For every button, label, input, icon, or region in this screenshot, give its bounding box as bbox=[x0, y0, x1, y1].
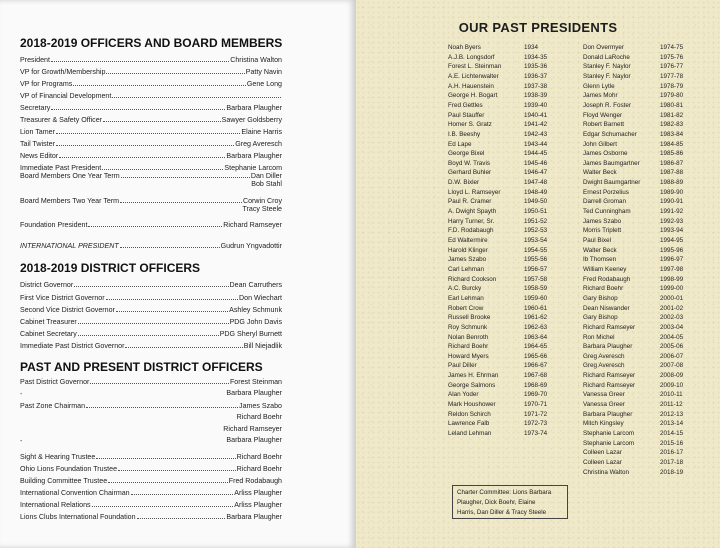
president-name: Ernest Porzelius bbox=[583, 188, 629, 196]
row-value: Stephanie Larcom bbox=[224, 164, 282, 172]
president-name: Richard Boehr bbox=[583, 285, 624, 293]
row-label: District Governor bbox=[20, 281, 74, 289]
president-name: Richard Ramseyer bbox=[583, 323, 636, 331]
president-name: Walter Beck bbox=[583, 169, 617, 177]
row-value: Arliss Plaugher bbox=[234, 501, 282, 509]
right-page bbox=[356, 0, 720, 548]
president-name: Ted Cunningham bbox=[583, 208, 631, 216]
row-label: Ohio Lions Foundation Trustee bbox=[20, 465, 118, 473]
president-name: Barbara Plaugher bbox=[583, 343, 633, 351]
past-present-officer-row bbox=[20, 497, 282, 509]
row-value: Ashley Schmunk bbox=[229, 306, 282, 314]
president-year: 1993-94 bbox=[660, 227, 684, 235]
president-name: Stephanie Larcom bbox=[583, 439, 635, 447]
president-name: Reldon Schirch bbox=[448, 410, 491, 418]
row-value: PDG Sheryl Burnett bbox=[219, 330, 282, 338]
president-year: 1998-99 bbox=[660, 275, 684, 283]
president-year: 1936-37 bbox=[524, 72, 548, 80]
president-year: 1969-70 bbox=[524, 391, 548, 399]
district-officer-row bbox=[20, 338, 282, 350]
president-name: Mark Houshower bbox=[448, 401, 496, 409]
president-name: Vanessa Greer bbox=[583, 401, 625, 409]
president-name: Don Overmyer bbox=[583, 44, 624, 51]
president-name: Boyd W. Travis bbox=[448, 159, 490, 167]
president-name: Paul R. Cramer bbox=[448, 198, 492, 206]
president-name: Ib Thomsen bbox=[583, 256, 617, 264]
president-name: Leland Lehman bbox=[448, 430, 492, 437]
row-value: Greg Averesch bbox=[235, 140, 282, 148]
president-year: 1947-48 bbox=[524, 179, 548, 187]
president-year: 1991-92 bbox=[660, 208, 684, 216]
president-name: Harold Klinger bbox=[448, 246, 488, 254]
officer-row bbox=[20, 100, 282, 112]
president-year: 1938-39 bbox=[524, 92, 548, 100]
row-label: First Vice District Governor bbox=[20, 294, 105, 302]
row-value: Gene Long bbox=[246, 80, 282, 88]
president-name: Gary Bishop bbox=[583, 294, 618, 302]
row-label: International Relations bbox=[20, 501, 91, 509]
officers-heading: 2018-2019 OFFICERS AND BOARD MEMBERS bbox=[20, 36, 283, 50]
president-name: Lawrence Falb bbox=[448, 420, 490, 428]
president-name: Howard Myers bbox=[448, 352, 489, 360]
past-zone-chairman-row bbox=[20, 398, 282, 410]
president-year: 1967-68 bbox=[524, 372, 548, 380]
row-value: Dan Diller bbox=[250, 172, 282, 180]
president-name: Walter Beck bbox=[583, 246, 617, 254]
charter-line-2: Plaugher, Dick Boehr, Elaine bbox=[457, 499, 536, 506]
row-value: James Szabo bbox=[239, 402, 282, 410]
past-present-officer-row bbox=[20, 461, 282, 473]
president-name: Vanessa Greer bbox=[583, 391, 625, 399]
president-year: 1971-72 bbox=[524, 410, 548, 418]
row-label: VP of Financial Development bbox=[20, 92, 112, 100]
president-name: William Keeney bbox=[583, 265, 627, 273]
president-year: 2009-10 bbox=[660, 381, 684, 389]
president-year: 1953-54 bbox=[524, 237, 548, 244]
president-name: Robert Crow bbox=[448, 304, 484, 312]
row-value: Richard Boehr bbox=[236, 453, 282, 461]
president-name: A.C. Burcky bbox=[448, 285, 482, 293]
president-year: 2015-16 bbox=[660, 439, 684, 447]
president-name: Stanley F. Naylor bbox=[583, 63, 631, 71]
president-year: 2005-06 bbox=[660, 343, 684, 351]
president-year: 1976-77 bbox=[660, 63, 684, 71]
past-presidents-heading: OUR PAST PRESIDENTS bbox=[458, 20, 618, 35]
one-year-term-member-2: Bob Stahl bbox=[251, 180, 282, 188]
president-name: James Osborne bbox=[583, 150, 628, 158]
president-year: 1948-49 bbox=[524, 188, 548, 196]
president-name: Edgar Schumacher bbox=[583, 130, 637, 138]
past-district-governor-2: Barbara Plaugher bbox=[226, 389, 282, 397]
president-year: 1964-65 bbox=[524, 343, 548, 351]
president-year: 1945-46 bbox=[524, 159, 548, 167]
president-year: 1966-67 bbox=[524, 362, 548, 370]
charter-line-3: Harris, Dan Diller & Tracy Steele bbox=[457, 509, 547, 516]
president-year: 2016-17 bbox=[660, 449, 684, 457]
president-year: 1983-84 bbox=[660, 130, 684, 138]
president-year: 1996-97 bbox=[660, 256, 684, 264]
president-name: Christina Walton bbox=[583, 468, 629, 476]
president-year: 1965-66 bbox=[524, 352, 548, 360]
president-name: Paul Stauffer bbox=[448, 111, 485, 119]
president-name: Stephanie Larcom bbox=[583, 430, 635, 437]
row-label: Lions Clubs International Foundation bbox=[20, 513, 136, 521]
district-officer-row bbox=[20, 314, 282, 326]
president-year: 1973-74 bbox=[524, 430, 548, 437]
past-zone-chairman-3: Richard Ramseyer bbox=[223, 425, 282, 433]
past-district-governor-row bbox=[20, 374, 282, 386]
past-present-officer-row bbox=[20, 485, 282, 497]
president-name: Glenn Lytle bbox=[583, 82, 615, 90]
president-name: John Gilbert bbox=[583, 140, 617, 148]
president-name: Joseph R. Foster bbox=[583, 101, 631, 109]
president-name: Ron Michel bbox=[583, 333, 615, 341]
president-year: 2000-01 bbox=[660, 294, 684, 302]
charter-committee-box bbox=[452, 485, 568, 519]
president-year: 1946-47 bbox=[524, 169, 548, 177]
president-year: 1956-57 bbox=[524, 265, 548, 273]
president-name: Fred Rodabaugh bbox=[583, 275, 631, 283]
row-value: Elaine Harris bbox=[241, 128, 282, 136]
president-year: 1999-00 bbox=[660, 285, 684, 293]
president-year: 1951-52 bbox=[524, 217, 548, 225]
president-name: Alan Yoder bbox=[448, 391, 479, 399]
president-name: Greg Averesch bbox=[583, 362, 625, 370]
president-name: Gary Bishop bbox=[583, 314, 618, 322]
row-value: Barbara Plaugher bbox=[226, 104, 282, 112]
president-name: Stanley F. Naylor bbox=[583, 72, 631, 80]
president-name: A. Dwight Spayth bbox=[448, 208, 497, 216]
row-label: Sight & Hearing Trustee bbox=[20, 453, 96, 461]
president-year: 1960-61 bbox=[524, 304, 548, 312]
row-label: News Editor bbox=[20, 152, 59, 160]
president-name: Harry Turner, Sr. bbox=[448, 217, 495, 225]
row-label: Board Members Two Year Term bbox=[20, 197, 120, 205]
row-value: Barbara Plaugher bbox=[226, 152, 282, 160]
president-year: 2010-11 bbox=[660, 391, 683, 399]
president-year: 1974-75 bbox=[660, 44, 684, 51]
row-value: Don Wiechart bbox=[239, 294, 282, 302]
president-name: A.E. Lichtenwalter bbox=[448, 72, 499, 80]
row-label: Tail Twister bbox=[20, 140, 55, 148]
president-year: 2002-03 bbox=[660, 314, 684, 322]
president-name: Earl Lehman bbox=[448, 294, 484, 302]
row-label: President bbox=[20, 56, 50, 64]
officer-row bbox=[20, 112, 282, 124]
president-name: Morris Triplett bbox=[583, 227, 622, 235]
president-year: 1943-44 bbox=[524, 140, 548, 148]
president-year: 1934-35 bbox=[524, 53, 548, 61]
row-value: Fred Rodabaugh bbox=[228, 477, 282, 485]
president-year: 1989-90 bbox=[660, 188, 684, 196]
president-name: George Salmons bbox=[448, 381, 496, 389]
president-year: 2003-04 bbox=[660, 323, 684, 331]
president-name: Carl Lehman bbox=[448, 265, 485, 273]
president-name: Ed Lape bbox=[448, 140, 472, 148]
row-label: Building Committee Trustee bbox=[20, 477, 108, 485]
president-year: 1984-85 bbox=[660, 140, 684, 148]
president-year: 1942-43 bbox=[524, 130, 548, 138]
president-year: 1986-87 bbox=[660, 159, 684, 167]
past-present-officer-row bbox=[20, 449, 282, 461]
president-name: George Bixel bbox=[448, 150, 485, 158]
president-year: 1935-36 bbox=[524, 63, 548, 71]
row-label: VP for Growth/Membership bbox=[20, 68, 106, 76]
row-label: Cabinet Treasurer bbox=[20, 318, 77, 326]
president-name: Nolan Benroth bbox=[448, 333, 489, 341]
president-year: 1988-89 bbox=[660, 179, 684, 187]
president-year: 1990-91 bbox=[660, 198, 684, 206]
left-page bbox=[0, 0, 356, 548]
two-year-term-member-2: Tracy Steele bbox=[242, 205, 282, 213]
row-label: Foundation President bbox=[20, 221, 88, 229]
row-label: Treasurer & Safety Officer bbox=[20, 116, 103, 124]
row-label: Immediate Past District Governor bbox=[20, 342, 125, 350]
row-value: Sawyer Goldsberry bbox=[221, 116, 282, 124]
row-value: PDG John Davis bbox=[229, 318, 282, 326]
president-name: Barbara Plaugher bbox=[583, 410, 633, 418]
president-year: 1978-79 bbox=[660, 82, 684, 90]
past-present-heading: PAST AND PRESENT DISTRICT OFFICERS bbox=[20, 360, 263, 374]
president-name: Robert Barnett bbox=[583, 121, 624, 129]
president-year: 1968-69 bbox=[524, 381, 548, 389]
president-name: Richard Boehr bbox=[448, 343, 489, 351]
president-name: D.W. Bixler bbox=[448, 179, 480, 187]
row-label: Immediate Past President bbox=[20, 164, 102, 172]
past-zone-chairman-4: Barbara Plaugher bbox=[226, 436, 282, 444]
district-heading: 2018-2019 DISTRICT OFFICERS bbox=[20, 261, 201, 275]
president-name: Lloyd L. Ramseyer bbox=[448, 188, 501, 196]
president-name: James H. Ehrman bbox=[448, 372, 499, 380]
president-year: 2004-05 bbox=[660, 333, 684, 341]
officer-row bbox=[20, 217, 282, 229]
president-year: 2011-12 bbox=[660, 401, 683, 409]
president-year: 1977-78 bbox=[660, 72, 684, 80]
president-year: 2017-18 bbox=[660, 458, 684, 466]
district-officer-row bbox=[20, 277, 282, 289]
president-name: James Mohr bbox=[583, 92, 618, 100]
president-year: 1970-71 bbox=[524, 401, 548, 409]
president-name: Russell Brooke bbox=[448, 314, 491, 322]
past-present-officer-row bbox=[20, 509, 282, 521]
president-year: 1949-50 bbox=[524, 198, 548, 206]
past-present-officer-row bbox=[20, 473, 282, 485]
president-year: 1952-53 bbox=[524, 227, 548, 235]
president-year: 1958-59 bbox=[524, 285, 548, 293]
president-year: 2008-09 bbox=[660, 372, 684, 380]
row-label: International Convention Chairman bbox=[20, 489, 130, 497]
row-label: Board Members One Year Term bbox=[20, 172, 120, 180]
president-name: Noah Byers bbox=[448, 44, 481, 51]
president-name: Dwight Baumgartner bbox=[583, 179, 641, 187]
president-name: Floyd Wenger bbox=[583, 111, 623, 119]
president-year: 1963-64 bbox=[524, 333, 548, 341]
row-label: Past Zone Chairman bbox=[20, 402, 86, 410]
president-year: 2012-13 bbox=[660, 410, 684, 418]
row-label: Past District Governor bbox=[20, 378, 90, 386]
president-name: Darrell Groman bbox=[583, 198, 627, 206]
officer-row bbox=[20, 124, 282, 136]
row-label: Cabinet Secretary bbox=[20, 330, 77, 338]
president-year: 1961-62 bbox=[524, 314, 548, 322]
president-name: A.H. Hauenstein bbox=[448, 82, 494, 90]
president-name: Gerhard Buhler bbox=[448, 169, 492, 177]
president-year: 1975-76 bbox=[660, 53, 684, 61]
president-name: I.B. Beeshy bbox=[448, 130, 481, 138]
row-value: Gudrun Yngvadottir bbox=[220, 242, 282, 250]
president-year: 1985-86 bbox=[660, 150, 684, 158]
president-year: 1972-73 bbox=[524, 420, 548, 428]
president-name: Roy Schmunk bbox=[448, 323, 488, 331]
row-value: Forest Steinman bbox=[229, 378, 282, 386]
president-year: 1954-55 bbox=[524, 246, 548, 254]
district-officer-row bbox=[20, 326, 282, 338]
president-name: Donald LaRoche bbox=[583, 53, 630, 61]
row-value: Richard Ramseyer bbox=[223, 221, 282, 229]
row-label: INTERNATIONAL PRESIDENT bbox=[20, 242, 119, 250]
president-year: 1940-41 bbox=[524, 111, 548, 119]
president-year: 1994-95 bbox=[660, 237, 684, 244]
officer-row bbox=[20, 52, 282, 64]
president-name: Colleen Lazar bbox=[583, 458, 622, 466]
row-value: Christina Walton bbox=[230, 56, 282, 64]
president-name: Paul Diller bbox=[448, 362, 477, 370]
president-year: 1937-38 bbox=[524, 82, 548, 90]
row-value: Dean Carruthers bbox=[229, 281, 282, 289]
row-label: Second Vice District Governor bbox=[20, 306, 115, 314]
president-year: 1939-40 bbox=[524, 101, 548, 109]
president-name: Forest L. Steinman bbox=[448, 63, 502, 71]
president-name: Richard Ramseyer bbox=[583, 372, 636, 380]
officer-row bbox=[20, 148, 282, 160]
officer-row bbox=[20, 168, 282, 180]
president-year: 1944-45 bbox=[524, 150, 548, 158]
row-value: Barbara Plaugher bbox=[226, 513, 282, 521]
president-year: 1979-80 bbox=[660, 92, 684, 100]
president-year: 1955-56 bbox=[524, 256, 548, 264]
president-year: 1959-60 bbox=[524, 294, 548, 302]
president-year: 1950-51 bbox=[524, 208, 548, 216]
officer-row bbox=[20, 76, 282, 88]
officer-row bbox=[20, 193, 282, 205]
president-name: A.J.B. Longsdorf bbox=[448, 53, 495, 61]
president-year: 2006-07 bbox=[660, 352, 684, 360]
row-label: Lion Tamer bbox=[20, 128, 55, 136]
officer-row bbox=[20, 64, 282, 76]
president-year: 1992-93 bbox=[660, 217, 684, 225]
president-year: 1941-42 bbox=[524, 121, 548, 129]
president-name: Richard Ramseyer bbox=[583, 381, 636, 389]
district-officer-row bbox=[20, 290, 282, 302]
president-name: James Szabo bbox=[448, 256, 487, 264]
president-name: James Baumgartner bbox=[583, 159, 640, 167]
row-value: Bill Niejadlik bbox=[243, 342, 282, 350]
president-name: F.D. Rodabaugh bbox=[448, 227, 494, 235]
president-year: 2013-14 bbox=[660, 420, 684, 428]
president-year: 2007-08 bbox=[660, 362, 684, 370]
president-name: James Szabo bbox=[583, 217, 622, 225]
president-year: 1980-81 bbox=[660, 101, 684, 109]
dash-mark: - bbox=[20, 438, 23, 445]
president-name: Richard Cookson bbox=[448, 275, 497, 283]
president-year: 1962-63 bbox=[524, 323, 548, 331]
row-label: Secretary bbox=[20, 104, 51, 112]
president-name: Dean Niswander bbox=[583, 304, 630, 312]
officer-row bbox=[20, 88, 282, 100]
president-year: 1982-83 bbox=[660, 121, 684, 129]
row-value: Corwin Croy bbox=[242, 197, 282, 205]
president-name: Colleen Lazar bbox=[583, 449, 622, 457]
president-name: Mitch Kingsley bbox=[583, 420, 624, 428]
president-year: 2018-19 bbox=[660, 468, 684, 476]
row-value: Arliss Plaugher bbox=[234, 489, 282, 497]
district-officer-row bbox=[20, 302, 282, 314]
president-name: Greg Averesch bbox=[583, 352, 625, 360]
president-name: Paul Bixel bbox=[583, 237, 612, 244]
row-value: Patty Navin bbox=[245, 68, 282, 76]
row-value: Richard Boehr bbox=[236, 465, 282, 473]
president-year: 2001-02 bbox=[660, 304, 684, 312]
officer-row bbox=[20, 238, 282, 250]
president-year: 2014-15 bbox=[660, 430, 684, 437]
president-year: 1987-88 bbox=[660, 169, 684, 177]
president-year: 1981-82 bbox=[660, 111, 684, 119]
president-name: George H. Bogart bbox=[448, 92, 498, 100]
past-zone-chairman-2: Richard Boehr bbox=[236, 413, 282, 421]
president-year: 1997-98 bbox=[660, 265, 684, 273]
president-name: Fred Gettles bbox=[448, 101, 483, 109]
president-name: Homer S. Gratz bbox=[448, 121, 492, 129]
president-year: 1934 bbox=[524, 44, 539, 51]
dash-mark: - bbox=[20, 391, 23, 398]
officer-row bbox=[20, 136, 282, 148]
president-year: 1995-96 bbox=[660, 246, 684, 254]
president-year: 1957-58 bbox=[524, 275, 548, 283]
president-name: Ed Waltermire bbox=[448, 237, 488, 244]
charter-line-1: Charter Committee: Lions Barbara bbox=[457, 489, 552, 496]
row-label: VP for Programs bbox=[20, 80, 73, 88]
